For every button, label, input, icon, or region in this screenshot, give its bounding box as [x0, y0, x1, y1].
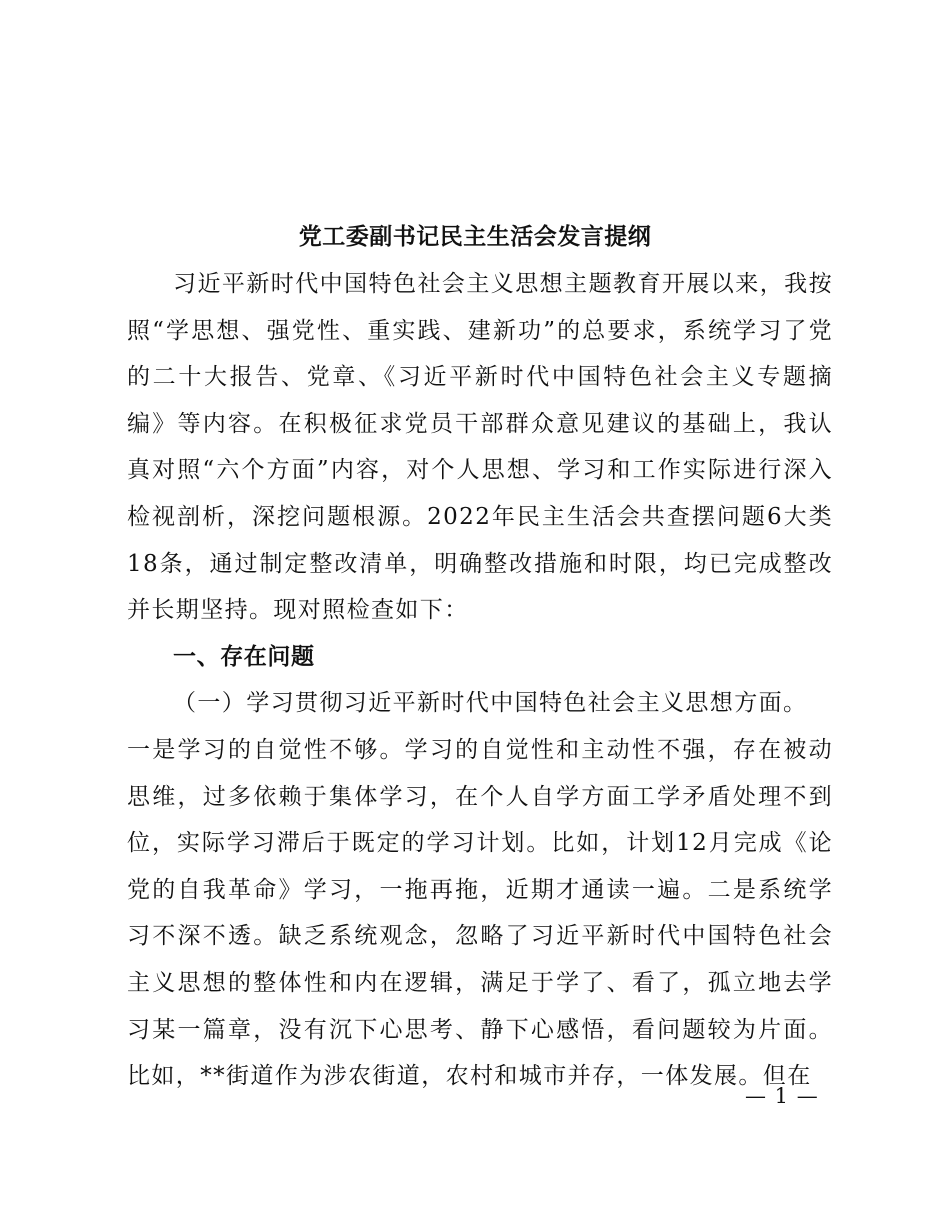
document-title: 党工委副书记民主生活会发言提纲 [298, 223, 652, 250]
document-body [127, 261, 833, 1100]
page-number: — 1 — [745, 1084, 819, 1108]
intro-paragraph: 习近平新时代中国特色社会主义思想主题教育开展以来，我按照“学思想、强党性、重实践、建新功”的总要求，系统学习了党的二十大报告、党章、《习近平新时代中国特色社会主义专题摘编》等内容。在积极征求党员干部群众意见建议的基础上，我认真对照“六个方面”内容，对个人思想、学习和工作实际进行深入检视剖析，深挖问题根源。2022年民主生活会共查摆问题6大类18条，通过制定整改清单，明确整改措施和时限，均已完成整改并长期坚持。现对照检查如下： [127, 271, 833, 624]
section-heading-problems: 一、存在问题 [173, 643, 315, 670]
subsection-heading-study: （一）学习贯彻习近平新时代中国特色社会主义思想方面。 [173, 690, 808, 717]
subsection-body-study: 一是学习的自觉性不够。学习的自觉性和主动性不强，存在被动思维，过多依赖于集体学习，在个人自学方面工学矛盾处理不到位，实际学习滞后于既定的学习计划。比如，计划12月完成《论党的自我革命》学习，一拖再拖，近期才通读一遍。二是系统学习不深不透。缺乏系统观念，忽略了习近平新时代中国特色社会主义思想的整体性和内在逻辑，满足于学了、看了，孤立地去学习某一篇章，没有沉下心思考、静下心感悟，看问题较为片面。比如，**街道作为涉农街道，农村和城市并存，一体发展。但在 [127, 736, 833, 1090]
